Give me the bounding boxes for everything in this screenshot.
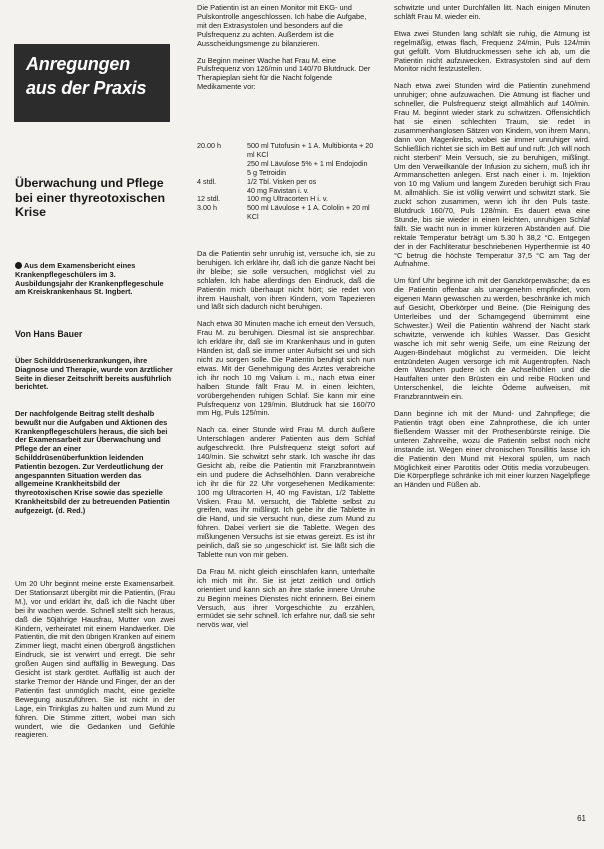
column-2-body-para: Nach ca. einer Stunde wird Frau M. durch äußere Unterschlagen anderer Patienten aus dem Schlaf aufgeschreckt. Ihre Pulsfrequenz steigt sofort auf 140/min. Sie schwitzt sehr stark. Ich wasche ihr das Gesicht ab, reibe die Patientin mit Franzbranntwein ein und pudere die Achselhöhlen. Dann verabreiche ich ihr die für 22 Uhr vorgesehenen Medikamente: 100 mg Ultracorten H, 40 mg Favistan, 1/2 Tablette Visken. Frau M. versucht, die Tablette selbst zu greifen, was ihr mißlingt. Ich gebe ihr die Tablette in die Hand, und sie versucht nun, diese zum Mund zu führen. Dabei verliert sie die Tablette. Wegen des mißlungenen Versuchs ist sie etwas gereizt. Es ist ihr peinlich, daß sie so ‚ungeschickt' ist. Sie läßt sich die Tablette nun von mir geben. [197, 425, 375, 559]
medication-row: 12 stdl. 100 mg Ultracorten H i. v. [197, 194, 328, 204]
column-2-para-2: Zu Beginn meiner Wache hat Frau M. eine Pulsfrequenz von 126/min und 140/70 Blutdruck. Der Therapieplan sieht für die Nacht folgende Medikamente vor: [197, 55, 371, 92]
author-byline: Von Hans Bauer [15, 329, 83, 339]
medication-row: 250 ml Lävulose 5% + 1 ml Endojodin [247, 158, 368, 168]
banner-line-2: aus der Praxis [26, 78, 147, 98]
lead-paragraph-1: Über Schilddrüsenerkrankungen, ihre Diagnose und Therapie, wurde von ärztlicher Seite in dieser Zeitschrift bereits ausführlich berichtet. [15, 356, 173, 392]
column-2-intro [197, 4, 375, 100]
section-banner [14, 44, 170, 122]
medication-row: 20.00 h 500 ml Tutofusin + 1 A. Multibionta + 20 ml KCl [197, 141, 374, 159]
article-intro [15, 262, 170, 297]
medication-list [197, 142, 375, 222]
column-2-body-para: Da die Patientin sehr unruhig ist, versuche ich, sie zu beruhigen. Ich erkläre ihr, daß ich die ganze Nacht bei ihr bleibe; sie solle versuchen, möglichst viel zu schlafen. Ich habe allerdings den Eindruck, daß die Patientin mich überhaupt nicht hört; sie redet von ihrem Haushalt, von ihren Kindern, vom Tapezieren und läßt sich dadurch nicht beruhigen. [197, 249, 375, 312]
intro-text: Aus dem Examensbericht eines Krankenpflegeschülers im 3. Ausbildungsjahr der Krankenpflegeschule am Kreiskrankenhaus St. Ingbert. [15, 261, 164, 297]
banner-line-1: Anregungen [26, 54, 130, 74]
column-3-para: Um fünf Uhr beginne ich mit der Ganzkörperwäsche; da es die Patientin offenbar als unangenehm empfindet, vom eigenen Mann gewaschen zu werden, beschränke ich mich auf Gesicht, Oberkörper und Beine. (Die Reinigung des Unterleibes und der Schamgegend übernimmt eine Schwester.) Weil die Patientin während der Nacht stark schwitzte, verwende ich kühles Wasser. Das Gesicht wasche ich mit sehr wenig Seife, um eine Reizung der Augen-Bindehaut möglichst zu vermeiden. Die leicht entzündeten Augen versorge ich mit Augentropfen. Nach dem Waschen pudere ich die Achselhöhlen und die Hautfalten unter den Brüsten ein und reibe Rücken und Unterschenkel, die leichte Ödeme aufweisen, mit Franzbranntwein ein. [394, 276, 590, 402]
column-2-para-1: Die Patientin ist an einen Monitor mit EKG- und Pulskontrolle angeschlossen. Ich habe die Aufgabe, mit den Extrasystolen und besonders auf die Pulsfrequenz zu achten. Außerdem ist die Ausscheidungsmenge zu bilanzieren. [197, 3, 367, 48]
page-number: 61 [577, 814, 586, 823]
column-3-para: Dann beginne ich mit der Mund- und Zahnpflege; die Patientin trägt oben eine Zahnprothese, die ich unter fließendem Wasser mit der Prothesenbürste reinige. Die unteren Zahnreihe, wozu die Patientin selbst noch nicht imstande ist. Wegen einer chronischen Tonsillitis lasse ich die Patientin den Mund mit Hexoral spülen, um nach Möglichkeit einer Parotitis oder Otitis media vorzubeugen. Die Körperpflege schränke ich mit einer kurzen Nagelpflege an Händen und Füßen ab. [394, 409, 590, 490]
medication-row: 40 mg Favistan i. v. [247, 185, 309, 195]
body-paragraph-col1: Um 20 Uhr beginnt meine erste Examensarbeit. Der Stationsarzt übergibt mir die Patientin, (Frau M.), vor und erklärt ihr, daß ich die Nacht über bei ihr wachen werde. Schnell stellt sich heraus, daß die 50jährige Hausfrau, Mutter von zwei Kindern, verheiratet mit einem Handwerker. Die Patientin, die mit den übrigen Kranken auf einem Zimmer liegt, macht einen übergroß ängstlichen Eindruck, sie ist verwirrt und erregt. Die sehr großen Augen sind auffällig in Bewegung. Das Gesicht ist stark gerötet. Auffällig ist auch der starke Tremor der Hände und Finger, der an der Patientin fast unmöglich macht, eine gezielte Bewegung auszuführen. Sie ist nicht in der Lage, ein Trinkglas zu halten und zum Mund zu führen. Die Stimme zittert, wobei man sich wundert, wie die Gedanken und Gefühle reagieren. [15, 579, 175, 740]
column-3-para: Nach etwa zwei Stunden wird die Patientin zunehmend unruhiger; ohne aufzuwachen. Die Atmung ist flacher und schneller, die Pulsfrequenz steigt allmählich auf 140/min. Frau M. beginnt wieder stark zu schwitzen. Offensichtlich hat sie einen schlechten Traum, sie redet in zusammenhanglosen Sätzen von Kindern, von ihrem Mann, dann von Magenkrebs, wobei sie immer unruhiger wird. Schließlich richtet sie sich im Bett auf und ruft: ‚Ich will noch nicht sterben!' Mein Versuch, sie zu beruhigen, mißlingt. Um den Verweilkanüle der Infusion zu sichern, muß ich ihr Armmanschetten anlegen. Erst nach einer i. m. Injektion von 10 mg Valium und langem Zureden beruhigt sich Frau M. allmählich. Sie ist völlig verwirrt und schwitzt stark. Sie zuckt schon zusammen, wenn ich ihr den Puls taste. Blutdruck 160/70, Puls 128/min. Es dauert etwa eine Stunde, bis sie wieder in einen leichten, unruhigen Schlaf fällt. Sie wacht nun in immer kürzeren Abständen auf. Die rektale Temperatur beträgt um 5.30 h 38,2 °C. Entgegen der in der Fachliteratur beschriebenen Hyperthermie ist 40 °C betrug die höchste Temperatur 37,5 °C am Tag der Aufnahme. [394, 81, 590, 269]
column-3-para: Etwa zwei Stunden lang schläft sie ruhig, die Atmung ist regelmäßig, etwas flach, Frequenz 24/min, Puls 124/min gut gefüllt. Vom Blutdruckmessen sehe ich ab, um die Patientin nicht aufzuwecken. Extrasystolen sind auf dem Monitor nicht festzustellen. [394, 28, 590, 74]
medication-row: 5 g Tetroidin [247, 167, 287, 177]
medication-row: 3.00 h 500 ml Lävulose + 1 A. Cololin + 20 ml KCl [197, 203, 370, 222]
column-3-body [394, 4, 590, 498]
lead-paragraph-2: Der nachfolgende Beitrag stellt deshalb bewußt nur die Aufgaben und Aktionen des Krankenpflegeschülers heraus, die sich bei der Examensarbeit zur Überwachung und Pflege der an einer Schilddrüsenüberfunktion leidenden Patientin bezogen. Zur Verdeutlichung der angespannten Situation werden das allgemeine Krankheitsbild der thyreotoxischen Krise sowie das spezielle Krankheitsbild der zu betreuenden Patientin aufgezeigt. (d. Red.) [15, 409, 170, 515]
column-2-body-para: Da Frau M. nicht gleich einschlafen kann, unterhalte ich mich mit ihr. Sie ist jetzt zeitlich und örtlich orientiert und kann sich an ihre starke innere Unruhe zu Beginn meines Dienstes nicht erinnern. Bei einem Versuch, aus ihrer Vorgeschichte zu erzählen, ermüdet sie sehr schnell. Ich erfahre nur, daß sie sehr nervös war, viel [197, 566, 375, 630]
column-3-para: schwitzte und unter Durchfällen litt. Nach einigen Minuten schläft Frau M. wieder ein. [394, 3, 590, 21]
medication-row: 4 stdl. 1/2 Tbl. Visken per os [197, 176, 317, 186]
column-2-body-para: Nach etwa 30 Minuten mache ich erneut den Versuch, Frau M. zu beruhigen. Diesmal ist sie ansprechbar. Ich erkläre ihr, daß sie im Krankenhaus und in guten Händen ist, daß sie immer unter Aufsicht sei und sich nicht zu sorgen solle. Die Patientin beruhigt sich nun etwas. Mit der Genehmigung des Arztes verabreiche ich ihr noch 10 mg Valium i. m., nach etwa einer halben Stunde fällt Frau M. in einen leichten, vorübergehenden ruhigen Schlaf. Sie kann mir eine Pulsfrequenz von 129/min. Blutdruck hat sie 160/70 mm Hg, Puls 125/min. [197, 319, 375, 418]
bullet-icon [15, 262, 22, 269]
article-headline: Überwachung und Pflege bei einer thyreotoxischen Krise [15, 176, 166, 219]
column-2-body [197, 250, 375, 638]
